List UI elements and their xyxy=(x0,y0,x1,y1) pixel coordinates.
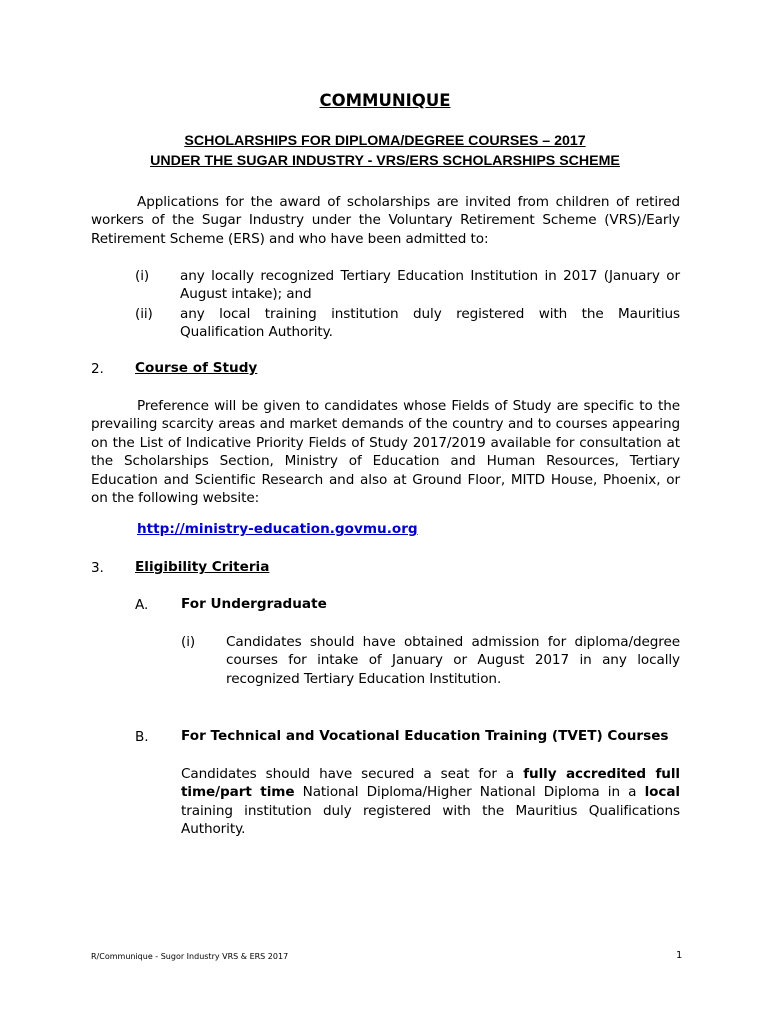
intro-paragraph: Applications for the award of scholarships are invited from children of retired workers of the Sugar Industry under the Voluntary Retirement Scheme (VRS)/Early Retirement Scheme (ERS) and who have been admitted to: xyxy=(91,194,680,247)
page-number: 1 xyxy=(676,950,683,961)
intro-item-1-text: any locally recognized Tertiary Education Institution in 2017 (January or August intake); and xyxy=(180,268,680,303)
sub-b-paragraph xyxy=(181,765,680,839)
subtitle-line-1: SCHOLARSHIPS FOR DIPLOMA/DEGREE COURSES – 2017 xyxy=(184,133,586,149)
footer-text: R/Communique - Sugor Industry VRS & ERS 2017 xyxy=(91,952,289,961)
sub-b-text-2: National Diploma/Higher National Diploma in a xyxy=(294,784,645,801)
sub-b-heading: For Technical and Vocational Education Training (TVET) Courses xyxy=(181,728,669,744)
sub-b-bold-1: fully accredited full time/part time xyxy=(181,766,680,801)
subtitle-line-2: UNDER THE SUGAR INDUSTRY - VRS/ERS SCHOLARSHIPS SCHEME xyxy=(150,153,620,169)
intro-item-2-text: any local training institution duly registered with the Mauritius Qualification Authority. xyxy=(180,306,680,341)
sub-b-text-1: Candidates should have secured a seat for a xyxy=(181,766,524,782)
sub-b-text-3: training institution duly registered with the Mauritius Qualifications Authority. xyxy=(181,802,680,838)
sub-b-bold-2: local xyxy=(644,784,680,801)
ministry-website-link[interactable]: http://ministry-education.govmu.org xyxy=(137,521,418,537)
section-3-number: 3. xyxy=(91,560,104,576)
sub-a-marker: A. xyxy=(135,597,149,613)
intro-item-1-marker: (i) xyxy=(135,268,150,284)
section-2-paragraph: Preference will be given to candidates whose Fields of Study are specific to the prevailing scarcity areas and market demands of the country and to courses appearing on the List of Indicative Priority Fields of Study 2017/2019 available for consultation at the Scholarships Section, Ministry of Education and Human Resources, Tertiary Education and Scientific Research and also at Ground Floor, MITD House, Phoenix, or on the following website: xyxy=(91,398,680,507)
sub-b-marker: B. xyxy=(135,729,149,745)
intro-item-2-marker: (ii) xyxy=(135,306,153,322)
section-3-heading: Eligibility Criteria xyxy=(135,559,270,575)
sub-a-heading: For Undergraduate xyxy=(181,596,327,612)
page-title: COMMUNIQUE xyxy=(319,91,451,110)
sub-a-item-marker: (i) xyxy=(181,634,196,650)
section-2-number: 2. xyxy=(91,361,104,377)
sub-a-item-text: Candidates should have obtained admission for diploma/degree courses for intake of January or August 2017 in any locally recognized Tertiary Education Institution. xyxy=(226,634,680,687)
section-2-heading: Course of Study xyxy=(135,360,258,376)
